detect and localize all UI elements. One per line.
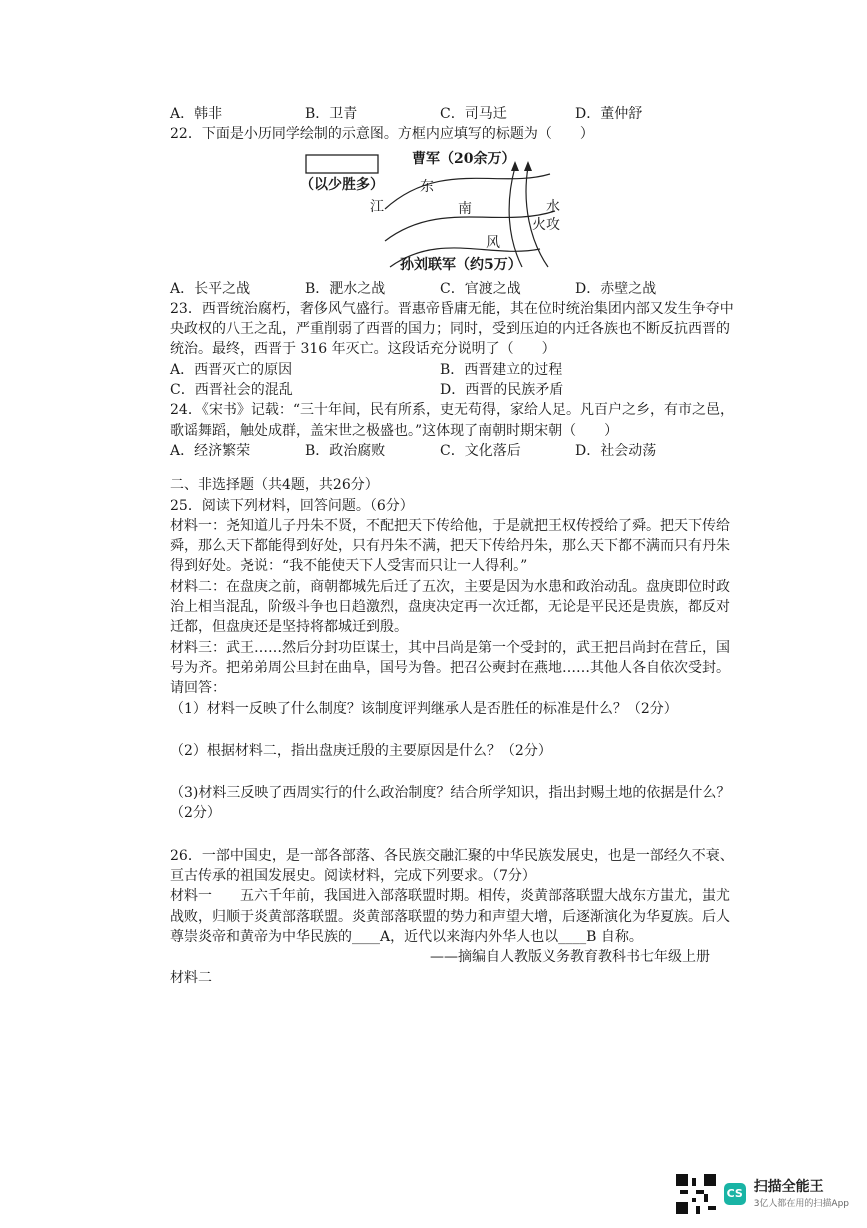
label-shui: 水 [546, 198, 560, 215]
label-sunliu-army: 孙刘联军（约5万） [400, 256, 522, 273]
q26-source: ——摘编自人教版义务教育教科书七年级上册 [430, 949, 710, 966]
q21-option-a: A．韩非 [170, 106, 223, 122]
q25-material-1: 得到好处。尧说：“我不能使天下人受害而只让一人得利。” [170, 558, 528, 575]
q24-option-a: A．经济繁荣 [170, 442, 251, 459]
q25-sub-3-score: （2分） [170, 805, 221, 822]
section-heading: 二、非选择题（共4题，共26分） [170, 477, 379, 494]
q23-option-b: B．西晋建立的过程 [440, 361, 563, 378]
q25-material-1: 舜，那么天下都能得到好处，只有丹朱不满，把天下传给丹朱，那么天下都不满而只有丹朱 [170, 538, 730, 555]
q24-line: 歌谣舞蹈，触处成群，盖宋世之极盛也。”这体现了南朝时期宋朝（ ） [170, 422, 619, 439]
q22-option-a: A．长平之战 [170, 280, 251, 297]
q23-line: 央政权的八王之乱，严重削弱了西晋的国力；同时，受到压迫的内迁各族也不断反抗西晋的 [170, 321, 730, 338]
q25-material-3: 材料三：武王……然后分封功臣谋士，其中吕尚是第一个受封的，武王把吕尚封在营丘，国 [170, 639, 730, 656]
q26-material-1: 战败，归顺于炎黄部落联盟。炎黄部落联盟的势力和声望大增，后逐渐演化为华夏族。后人 [170, 908, 730, 925]
brand-name: 扫描全能王 [753, 1179, 824, 1196]
q25-material-1: 材料一：尧知道儿子丹朱不贤，不配把天下传给他，于是就把王权传授给了舜。把天下传给 [170, 517, 730, 534]
label-nan: 南 [458, 200, 472, 217]
q23-option-c: C．西晋社会的混乱 [170, 382, 293, 399]
label-win: （以少胜多） [300, 176, 384, 193]
q25-ask: 请回答： [170, 680, 226, 697]
scanner-watermark [676, 1174, 849, 1214]
q21-option-b: B．卫青 [305, 106, 358, 122]
q24-line: 24．《宋书》记载：“三十年间，民有所系，吏无苟得，家给人足。凡百户之乡，有市之邑， [170, 402, 734, 419]
q26-material-2: 材料二 [170, 969, 212, 986]
q24-option-c: C．文化落后 [440, 442, 521, 459]
q26-line: 26．一部中国史，是一部各部落、各民族交融汇聚的中华民族发展史，也是一部经久不衰、 [170, 847, 734, 864]
q23-line: 23．西晋统治腐朽，奢侈风气盛行。晋惠帝昏庸无能，其在位时统治集团内部又发生争夺中 [170, 300, 734, 317]
q25-sub-1: （1）材料一反映了什么制度？该制度评判继承人是否胜任的标准是什么？（2分） [170, 700, 678, 717]
title-answer-box [306, 155, 378, 173]
q23-option-d: D．西晋的民族矛盾 [440, 382, 564, 399]
q24-option-b: B．政治腐败 [305, 442, 386, 459]
battle-diagram [170, 149, 710, 277]
arrow-head-right [524, 161, 532, 171]
label-dong: 东 [420, 178, 434, 195]
q22-option-c: C．官渡之战 [440, 280, 521, 297]
brand-tagline: 3亿人都在用的扫描App [753, 1198, 849, 1209]
label-feng: 风 [486, 234, 500, 251]
q25-sub-3: （3)材料三反映了西周实行的什么政治制度？结合所学知识，指出封赐土地的依据是什么？ [170, 785, 731, 802]
q21-option-c: C．司马迁 [440, 106, 507, 122]
q22-option-d: D．赤壁之战 [575, 280, 657, 297]
q23-options-row2 [170, 380, 710, 400]
label-jiang: 江 [370, 198, 384, 215]
q22-option-b: B．淝水之战 [305, 280, 386, 297]
q22-options [170, 279, 710, 299]
q25-stem: 25．阅读下列材料，回答问题。（6分） [170, 497, 414, 514]
q24-option-d: D．社会动荡 [575, 442, 657, 459]
qr-code-icon [676, 1174, 716, 1214]
q23-option-a: A．西晋灭亡的原因 [170, 361, 293, 378]
q21-option-d: D．董仲舒 [575, 106, 643, 122]
exam-page [170, 104, 734, 988]
brand-block [754, 1177, 849, 1210]
q21-options [170, 104, 710, 124]
q26-line: 亘古传承的祖国发展史。阅读材料，完成下列要求。（7分） [170, 868, 536, 885]
camscanner-logo-icon: CS [724, 1183, 746, 1205]
q25-sub-2: （2）根据材料二，指出盘庚迁殷的主要原因是什么？（2分） [170, 742, 552, 759]
q23-line: 统治。最终，西晋于 316 年灭亡。这段话充分说明了（ ） [170, 341, 556, 358]
q26-material-1: 材料一 五六千年前，我国进入部落联盟时期。相传，炎黄部落联盟大战东方蚩尤，蚩尤 [170, 888, 730, 905]
q25-material-2: 迁都，但盘庚还是坚持将都城迁到殷。 [170, 619, 408, 636]
q24-options [170, 441, 710, 461]
q25-material-2: 治上相当混乱，阶级斗争也日趋激烈，盘庚决定再一次迁都，无论是平民还是贵族，都反对 [170, 599, 730, 616]
q26-material-1: 尊崇炎帝和黄帝为中华民族的____A，近代以来海内外华人也以____B 自称。 [170, 928, 643, 945]
q22-stem: 22．下面是小历同学绘制的示意图。方框内应填写的标题为（ ） [170, 126, 594, 143]
label-fire-attack: 火攻 [532, 216, 560, 233]
q25-material-2: 材料二：在盘庚之前，商朝都城先后迁了五次，主要是因为水患和政治动乱。盘庚即位时政 [170, 578, 730, 595]
q23-options-row1 [170, 360, 710, 380]
q25-material-3: 号为齐。把弟弟周公旦封在曲阜，国号为鲁。把召公奭封在燕地……其他人各自依次受封。 [170, 659, 730, 676]
label-cao-army: 曹军（20余万） [412, 150, 516, 167]
